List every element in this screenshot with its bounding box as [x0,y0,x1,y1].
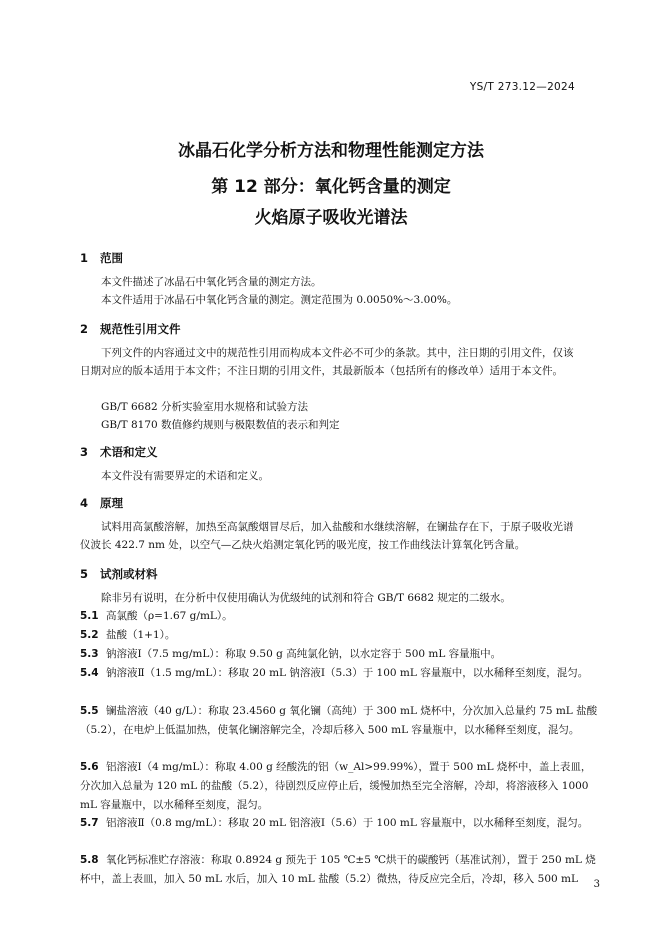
item-text: 氧化钙标准贮存溶液：称取 0.8924 g 预先于 105 ℃±5 ℃烘干的碳酸钙（基准试剂），置于 250 mL 烧杯中，盖上表皿，加入 50 mL 水后，加入 10 mL 盐酸（5.2）微热，待反应完全后，冷却，移入 500 mL [80,854,596,885]
section-title: 范围 [100,251,124,265]
section-title: 术语和定义 [100,445,158,459]
reference-item: GB/T 6682 分析实验室用水规格和试验方法 [101,401,309,413]
paragraph: 本文件没有需要界定的术语和定义。 [101,470,269,482]
paragraph: 下列文件的内容通过文中的规范性引用而构成本文件必不可少的条款。其中，注日期的引用文件，仅该日期对应的版本适用于本文件；不注日期的引用文件，其最新版本（包括所有的修改单）适用于本文件。 [80,347,574,377]
item-number: 5.4 [80,667,99,679]
section-heading [80,566,158,582]
item-number: 5.5 [80,705,99,717]
section-heading [80,250,123,266]
item-number: 5.6 [80,761,99,773]
section-title: 试剂或材料 [100,567,158,581]
section-heading [80,321,181,337]
reagent-item [80,758,600,815]
section-heading [80,444,158,460]
item-text: 铝溶液Ⅱ（0.8 mg/mL）：移取 20 mL 铝溶液Ⅰ（5.6）于 100 mL 容量瓶中，以水稀释至刻度，混匀。 [106,817,589,829]
paragraph: 本文件描述了冰晶石中氧化钙含量的测定方法。 [101,276,322,288]
item-number: 5.1 [80,610,99,622]
item-number: 5.3 [80,648,99,660]
paragraph: 本文件适用于冰晶石中氧化钙含量的测定。测定范围为 0.0050%～3.00%。 [101,294,458,306]
item-text: 钠溶液Ⅱ（1.5 mg/mL）：移取 20 mL 钠溶液Ⅰ（5.3）于 100 mL 容量瓶中，以水稀释至刻度，混匀。 [106,667,589,679]
item-number: 5.2 [80,629,99,641]
paragraph: 除非另有说明，在分析中仅使用确认为优级纯的试剂和符合 GB/T 6682 规定的二级水。 [101,592,511,604]
reagent-item [80,664,600,683]
item-text: 铝溶液Ⅰ（4 mg/mL）：称取 4.00 g 经酸洗的铝（w_Al>99.99%），置于 500 mL 烧杯中，盖上表皿，分次加入总量为 120 mL 的盐酸（5.2），待剧烈反应停止后，缓慢加热至完全溶解，冷却，将溶液移入 1000 mL 容量瓶中，以水稀释至刻度，混匀。 [80,761,592,811]
reagent-item [80,814,600,833]
title-line-3: 火焰原子吸收光谱法 [254,208,408,228]
page-number: 3 [593,879,600,890]
title-line-1: 冰晶石化学分析方法和物理性能测定方法 [178,141,484,161]
section-number: 5 [80,567,89,581]
section-number: 3 [80,445,89,459]
paragraph: 试料用高氯酸溶解，加热至高氯酸烟冒尽后，加入盐酸和水继续溶解，在镧盐存在下，于原子吸收光谱仪波长 422.7 nm 处，以空气—乙炔火焰测定氧化钙的吸光度，按工作曲线法计算氧化钙含量。 [80,521,574,551]
item-text: 盐酸（1+1）。 [106,629,176,641]
reagent-item [80,645,600,664]
reference-item: GB/T 8170 数值修约规则与极限数值的表示和判定 [101,419,340,431]
item-number: 5.7 [80,817,99,829]
reagent-item [80,851,600,889]
section-title: 原理 [100,496,124,510]
title-line-2: 第 12 部分：氧化钙含量的测定 [211,177,451,197]
item-number: 5.8 [80,854,99,866]
section-number: 1 [80,251,89,265]
section-number: 2 [80,322,89,336]
reagent-item [80,607,600,626]
standard-code: YS/T 273.12—2024 [469,81,575,93]
item-text: 钠溶液Ⅰ（7.5 mg/mL）：称取 9.50 g 高纯氯化钠，以水定容于 500 mL 容量瓶中。 [106,648,502,660]
section-number: 4 [80,496,89,510]
section-heading [80,495,123,511]
item-text: 镧盐溶液（40 g/L）：称取 23.4560 g 氧化镧（高纯）于 300 mL 烧杯中，分次加入总量约 75 mL 盐酸（5.2），在电炉上低温加热，使氧化镧溶解完全，冷却后移入 500 mL 容量瓶中，以水稀释至刻度，混匀。 [80,705,598,736]
section-title: 规范性引用文件 [100,322,181,336]
item-text: 高氯酸（ρ=1.67 g/mL）。 [106,610,233,622]
reagent-item [80,702,600,740]
reagent-item [80,626,600,645]
